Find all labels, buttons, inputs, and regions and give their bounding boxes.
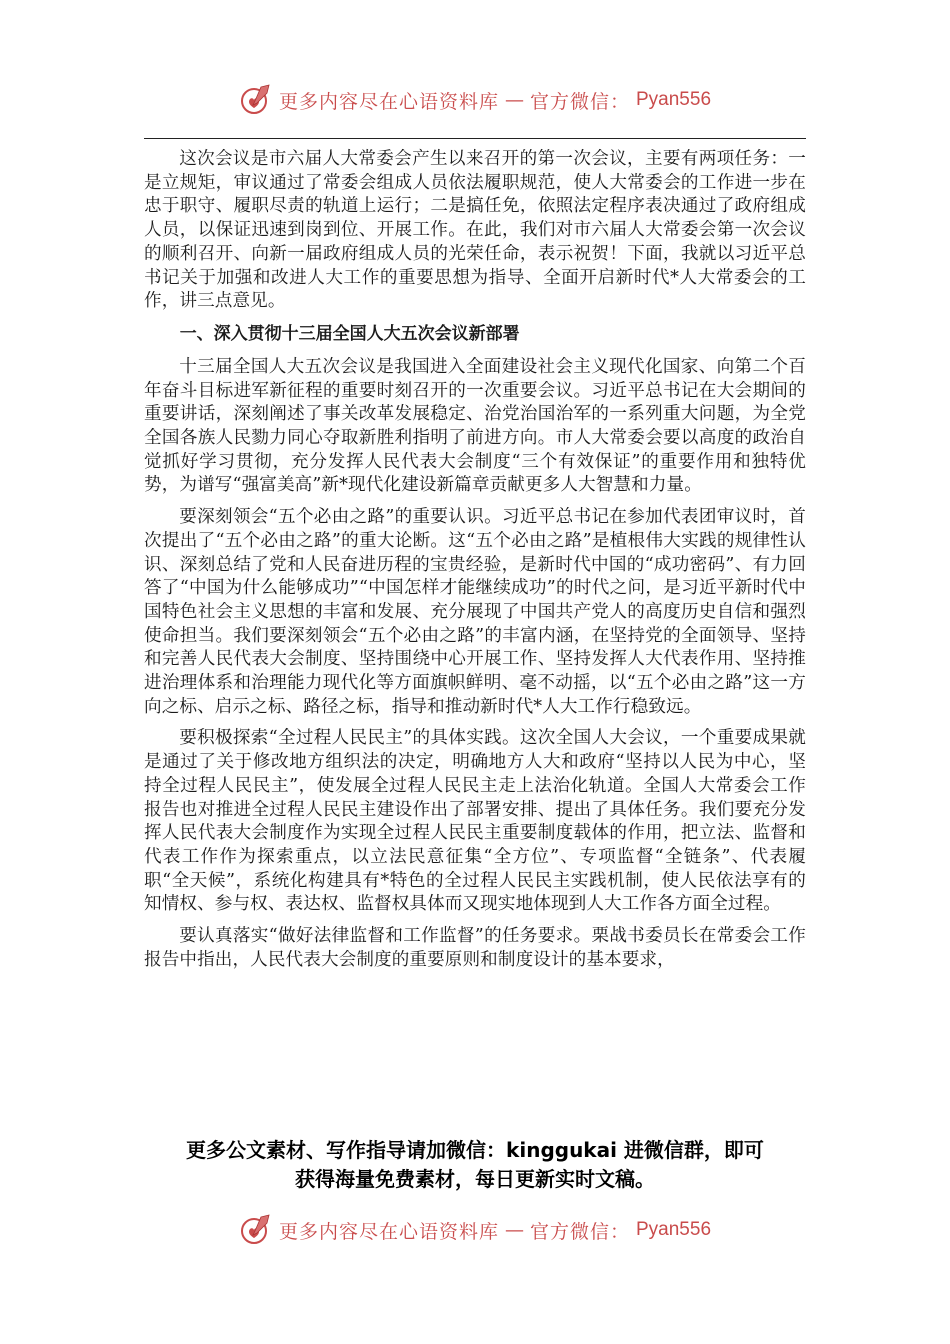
- promo-notice: [0, 1136, 950, 1194]
- footer-contact-label: 官方微信：: [529, 1220, 630, 1243]
- header-contact-id: Pyan556: [636, 89, 712, 110]
- promo-line-2: 获得海量免费素材，每日更新实时文稿。: [295, 1167, 655, 1191]
- header-contact-label: 官方微信：: [529, 90, 630, 113]
- header-dash: —: [504, 89, 524, 111]
- intro-paragraph: 这次会议是市六届人大常委会产生以来召开的第一次会议，主要有两项任务：一是立规矩，审议通过了常委会组成人员依法履职规范，使人大常委会的工作进一步在忠于职守、履职尽责的轨道上运行；二是搞任免，依照法定程序表决通过了政府组成人员，以保证迅速到岗到位、开展工作。在此，我们对市六届人大常委会第一次会议的顺利召开、向新一届政府组成人员的光荣任命，表示祝贺！下面，我就以习近平总书记关于加强和改进人大工作的重要思想为指导、全面开启新时代*人大常委会的工作，讲三点意见。: [144, 149, 806, 312]
- body-paragraph-4: 要认真落实“做好法律监督和工作监督”的任务要求。栗战书委员长在常委会工作报告中指出，人民代表大会制度的重要原则和制度设计的基本要求，: [144, 926, 806, 970]
- header-brand-text: 更多内容尽在心语资料库: [278, 90, 499, 113]
- header-divider: [144, 138, 806, 139]
- promo-line-1: 更多公文素材、写作指导请加微信：kinggukai 进微信群，即可: [186, 1138, 764, 1162]
- footer-contact-id: Pyan556: [636, 1219, 712, 1240]
- footer-dash: —: [504, 1219, 524, 1241]
- pen-heart-logo-icon: [239, 83, 273, 117]
- document-body: [144, 148, 806, 981]
- footer-banner: [0, 1210, 950, 1250]
- body-paragraph-1: 十三届全国人大五次会议是我国进入全面建设社会主义现代化国家、向第二个百年奋斗目标进军新征程的重要时刻召开的一次重要会议。习近平总书记在大会期间的重要讲话，深刻阐述了事关改革发展稳定、治党治国治军的一系列重大问题，为全党全国各族人民勠力同心夺取新胜利指明了前进方向。市人大常委会要以高度的政治自觉抓好学习贯彻，充分发挥人民代表大会制度“三个有效保证”的重要作用和独特优势，为谱写“强富美高”新*现代化建设新篇章贡献更多人大智慧和力量。: [144, 356, 806, 496]
- body-paragraph-2: 要深刻领会“五个必由之路”的重要认识。习近平总书记在参加代表团审议时，首次提出了“五个必由之路”的重大论断。这“五个必由之路”是植根伟大实践的规律性认识、深刻总结了党和人民奋进历程的宝贵经验，是新时代中国的“成功密码”、有力回答了“中国为什么能够成功”“中国怎样才能继续成功”的时代之问，是习近平新时代中国特色社会主义思想的丰富和发展、充分展现了中国共产党人的高度历史自信和强烈使命担当。我们要深刻领会“五个必由之路”的丰富内涵，在坚持党的全面领导、坚持和完善人民代表大会制度、坚持围绕中心开展工作、坚持发挥人大代表作用、坚持推进治理体系和治理能力现代化等方面旗帜鲜明、毫不动摇，以“五个必由之路”这一方向之标、启示之标、路径之标，指导和推动新时代*人大工作行稳致远。: [144, 507, 806, 717]
- section-heading: 一、深入贯彻十三届全国人大五次会议新部署: [179, 323, 520, 344]
- body-paragraph-3: 要积极探索“全过程人民民主”的具体实践。这次全国人大会议，一个重要成果就是通过了关于修改地方组织法的决定，明确地方人大和政府“坚持以人民为中心，坚持全过程人民民主”，使发展全过程人民民主走上法治化轨道。全国人大常委会工作报告也对推进全过程人民民主建设作出了部署安排、提出了具体任务。我们要充分发挥人民代表大会制度作为实现全过程人民民主重要制度载体的作用，把立法、监督和代表工作作为探索重点，以立法民意征集“全方位”、专项监督“全链条”、代表履职“全天候”，系统化构建具有*特色的全过程人民民主实践机制，使人民依法享有的知情权、参与权、表达权、监督权具体而又现实地体现到人大工作各方面全过程。: [144, 728, 806, 915]
- pen-heart-logo-icon: [239, 1213, 273, 1247]
- header-banner: [0, 80, 950, 120]
- footer-brand-text: 更多内容尽在心语资料库: [278, 1220, 499, 1243]
